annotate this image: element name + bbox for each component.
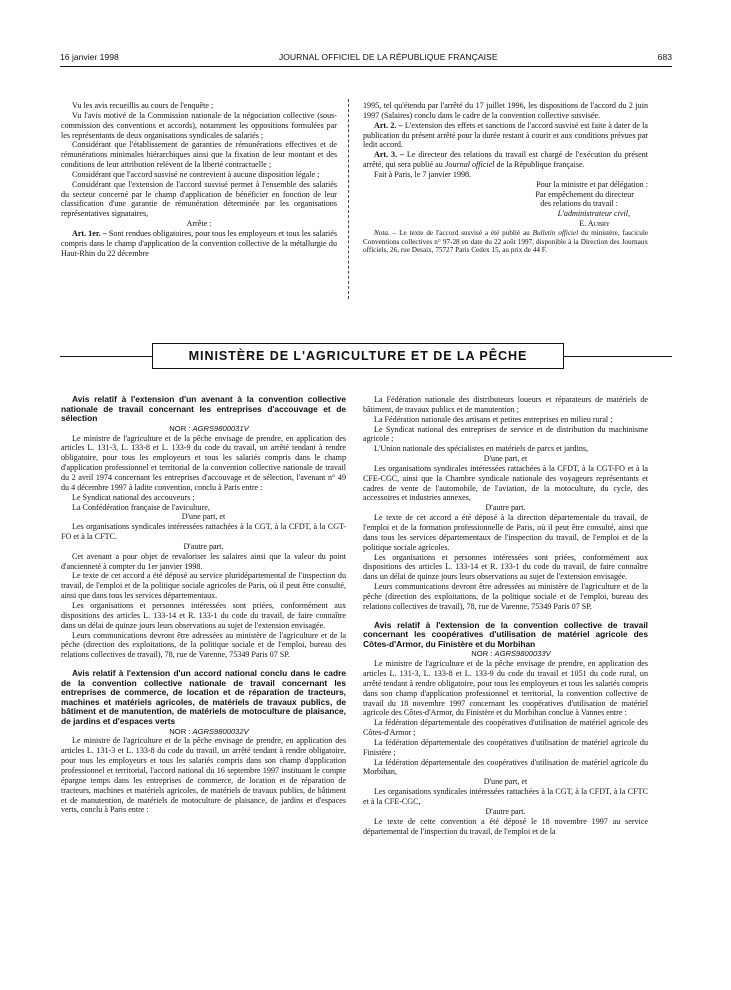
nor-code: AGRS9800032V	[192, 726, 249, 736]
paragraph: Considérant que l'établissement de garanties de rémunérations effectives et de rémunérations minimales hiérarchiques ainsi que la fixation de leur montant et des conditions de leur attribution relèvent de la liberté contractuelle ;	[61, 140, 337, 170]
bottom-right-column	[363, 395, 648, 836]
article-2-label: Art. 2. –	[374, 120, 403, 130]
signature-role: L'administrateur civil,	[557, 209, 630, 219]
party: La fédération départementale des coopératives d'utilisation de matériel agricole du Finistère ;	[363, 737, 648, 757]
party: Le Syndicat national des accouveurs ;	[72, 492, 195, 502]
nota-text: – Le texte de l'accord susvisé a été publié au	[392, 228, 530, 237]
avis-2-title: Avis relatif à l'extension d'un accord national conclu dans le cadre de la convention collective nationale de travail concernant les entreprises de commerce, de location et de réparation de tracteurs, machines et matériels agricoles, de matériels de travaux publics, de bâtiment et de manutention, de matériels de motoculture de plaisance, de jardins et d'espaces verts	[61, 668, 346, 726]
party: Les organisations syndicales intéressées rattachées à la CGT, à la CFDT, à la CFTC et à la CFE-CGC,	[363, 787, 648, 806]
paragraph: Les organisations et personnes intéressées sont priées, conformément aux dispositions des articles L. 133-14 et R. 133-1 du code du travail, de faire connaître dans un délai de quinze jours leurs observations au sujet de l'extension envisagée.	[61, 600, 346, 630]
signature-line: des relations du travail :	[540, 199, 618, 209]
top-left-column	[61, 101, 337, 259]
paragraph: Leurs communications devront être adressées au ministère de l'agriculture et de la pêche (direction des exploitations, de la politique sociale et de l'emploi, bureau des relations collectives de travail), 78, rue de Varenne, 75349 Paris 07 SP.	[363, 582, 648, 611]
article-3	[363, 150, 648, 170]
dune-part: D'une part, et	[483, 777, 528, 787]
avis-1-nor	[61, 424, 346, 434]
column-divider	[348, 99, 349, 299]
journal-officiel-italic: Journal officiel	[444, 160, 495, 170]
nota	[363, 229, 648, 255]
article-1-text: Sont rendues obligatoires, pour tous les employeurs et tous les salariés compris dans le champ d'application de la convention collective de la métallurgie du Haut-Rhin du 22 décembre	[61, 228, 337, 258]
nor-code: AGRS9800033V	[494, 649, 551, 659]
page-number: 683	[657, 52, 672, 62]
avis-2-nor	[61, 727, 346, 737]
banner-rule-right	[563, 356, 672, 357]
avis-1-title: Avis relatif à l'extension d'un avenant à la convention collective nationale de travail concernant les entreprises d'accouvage et de sélection	[61, 394, 346, 424]
avis-3-title: Avis relatif à l'extension de la convention collective de travail concernant les coopératives d'utilisation de matériel agricole des Côtes-d'Armor, du Finistère et du Morbihan	[363, 619, 648, 649]
paragraph: Considérant que l'extension de l'accord susvisé permet à l'ensemble des salariés du secteur concerné par le champ d'application de bénéficier en fonction de leur classification d'une garantie de rémunération déterminée par les organisations représentatives signataires,	[61, 179, 337, 219]
signature-line: Par empêchement du directeur	[535, 189, 634, 199]
paragraph: Cet avenant a pour objet de revaloriser les salaires ainsi que la valeur du point d'ancienneté à compter du 1er janvier 1998.	[61, 551, 346, 571]
dautre-part: D'autre part.	[485, 503, 526, 513]
dune-part: D'une part, et	[181, 512, 226, 522]
nota-text-end: du ministère, fascicule Conventions collectives n° 97-28 en date du 22 août 1997, disponible à la Direction des Journaux officiels, 26, rue Desaix, 75727 Paris Cedex 15, au prix de 44 F.	[363, 228, 649, 255]
paragraph: Le ministre de l'agriculture et de la pêche envisage de prendre, en application des articles L. 131-3, L. 133-8 et L. 133-9 du code du travail et 1051 du code rural, un arrêté tendant à rendre obligatoire, pour tous les employeurs et tous les salariés compris dans son champ d'application professionnel et territorial, la convention collective de travail du 18 novembre 1997 concernant les coopératives d'utilisation de matériel agricole des Côtes-d'Armor, du Finistère et du Morbihan conclue à Vannes entre :	[363, 659, 648, 718]
signature-line: Pour la ministre et par délégation :	[536, 179, 648, 189]
party: Le Syndicat national des entreprises de service et de distribution du machinisme agricole ;	[363, 424, 648, 444]
bottom-left-column	[61, 395, 346, 815]
page-header	[60, 52, 672, 67]
paragraph: Le ministre de l'agriculture et de la pêche envisage de prendre, en application des articles L. 131-3 et L. 133-8 du code du travail, un arrêté tendant à rendre obligatoire, pour tous les employeurs et tous les salariés compris dans son champ d'application professionnel et territorial, l'accord national du 16 septembre 1997 instituant le compte épargne temps dans les entreprises de commerce, de location et de réparation de tracteurs, machines et matériels agricoles, de matériels de travaux publics, de bâtiment et de manutention, de matériels de motoculture de plaisance, de jardins et d'espaces verts, conclu à Paris entre :	[61, 736, 346, 815]
article-1-label: Art. 1er. –	[72, 228, 107, 238]
paragraph: Le texte de cette convention a été déposé le 18 novembre 1997 au service départemental de l'inspection du travail, de l'emploi et de la	[363, 816, 648, 836]
paragraph: Le ministre de l'agriculture et de la pêche envisage de prendre, en application des articles L. 131-3, L. 133-8 et L. 133-9 du code du travail, un arrêté tendant à rendre obligatoire, pour tous les employeurs et tous les salariés compris dans le champ d'application professionnel et territorial de la convention collective nationale de travail du 2 avril 1974 concernant les entreprises d'accouvage et de sélection, l'avenant n° 49 du 4 décembre 1997 à ladite convention, conclu à Paris entre :	[61, 433, 346, 492]
paragraph: Leurs communications devront être adressées au ministère de l'agriculture et de la pêche (direction des exploitations, de la politique sociale et de l'emploi, bureau des relations collectives de travail), 78, rue de Varenne, 75349 Paris 07 SP.	[61, 630, 346, 660]
arrete-heading: Arrête :	[186, 219, 212, 229]
paragraph: Le texte de cet accord a été déposé à la direction départementale du travail, de l'emploi et de la formation professionnelle de Paris, où il peut être consulté, ainsi que dans tous les services départementaux de l'inspection du travail, de l'emploi et de la politique sociale agricoles.	[363, 513, 648, 552]
party: L'Union nationale des spécialistes en matériels de parcs et jardins,	[374, 444, 589, 454]
bulletin-officiel-italic: Bulletin officiel	[532, 228, 579, 237]
article-1	[61, 229, 337, 259]
paragraph: Les organisations et personnes intéressées sont priées, conformément aux dispositions des articles L. 133-14 et R. 133-1 du code du travail, de faire connaître dans un délai de quinze jours leurs observations au sujet de l'extension envisagée.	[363, 552, 648, 582]
party: La fédération départementale des coopératives d'utilisation de matériel agricole des Côtes-d'Armor ;	[363, 718, 648, 738]
ministry-banner	[152, 343, 564, 369]
party: La Fédération nationale des distributeurs loueurs et réparateurs de matériels de bâtiment, de travaux publics et de manutention ;	[363, 395, 648, 414]
ministry-title: MINISTÈRE DE L'AGRICULTURE ET DE LA PÊCHE	[188, 349, 528, 363]
dune-part: D'une part, et	[483, 454, 528, 464]
paragraph: Le texte de cet accord a été déposé au service pluridépartemental de l'inspection du travail, de l'emploi et de la politique sociale agricoles de Paris, où il peut être consulté, ainsi que dans tous les services départementaux.	[61, 571, 346, 601]
paragraph: Considérant que l'accord susvisé ne contrevient à aucune disposition légale ;	[72, 169, 320, 179]
date-line: Fait à Paris, le 7 janvier 1998.	[374, 169, 472, 179]
nor-label: NOR :	[169, 423, 191, 433]
avis-3-nor	[363, 649, 648, 659]
article-3-text: Le directeur des relations du travail est chargé de l'exécution du présent arrêté, qui sera publié au	[363, 150, 648, 170]
article-2	[363, 121, 648, 151]
article-3-text-end: de la République française.	[496, 160, 585, 170]
paragraph: 1995, tel qu'étendu par l'arrêté du 17 juillet 1996, les dispositions de l'accord du 2 juin 1997 (Salaires) conclu dans le cadre de la convention collective susvisée.	[363, 101, 648, 120]
signature-name: E. Aubry	[579, 219, 610, 229]
nor-code: AGRS9800031V	[192, 423, 249, 433]
journal-title: JOURNAL OFFICIEL DE LA RÉPUBLIQUE FRANÇAISE	[278, 52, 498, 62]
banner-rule-left	[60, 356, 152, 357]
article-2-text: L'extension des effets et sanctions de l'accord susvisé est faite à dater de la publication du présent arrêté pour la durée restant à courir et aux conditions prévues par ledit accord.	[363, 120, 648, 150]
article-3-label: Art. 3. –	[374, 150, 405, 160]
nor-label: NOR :	[471, 649, 493, 659]
party: La fédération départementale des coopératives d'utilisation de matériel agricole du Morbihan,	[363, 757, 648, 777]
header-date: 16 janvier 1998	[60, 52, 119, 62]
party: Les organisations syndicales intéressées rattachées à la CFDT, à la CGT-FO et à la CFE-CGC, ainsi que la Chambre syndicale nationale des voyageurs représentants et cadres de vente de l'automobile, de l'aviation, de la motoculture, du cycle, des accessoires et industries annexes,	[363, 463, 648, 503]
party: La Confédération française de l'aviculture,	[72, 502, 210, 512]
paragraph: Vu l'avis motivé de la Commission nationale de la négociation collective (sous-commission des conventions et accords), notamment les oppositions formulées par les représentants de deux organisations syndicales de salariés ;	[61, 110, 337, 140]
dautre-part: D'autre part.	[183, 541, 224, 551]
nota-label: Nota.	[374, 228, 390, 237]
party: La Fédération nationale des artisans et petites entreprises en milieu rural ;	[374, 414, 613, 424]
top-right-column	[363, 101, 648, 255]
dautre-part: D'autre part.	[485, 806, 526, 816]
party: Les organisations syndicales intéressées rattachées à la CGT, à la CFDT, à la CGT-FO et à la CFTC.	[61, 522, 346, 542]
paragraph: Vu les avis recueillis au cours de l'enquête ;	[72, 101, 214, 110]
nor-label: NOR :	[169, 726, 191, 736]
